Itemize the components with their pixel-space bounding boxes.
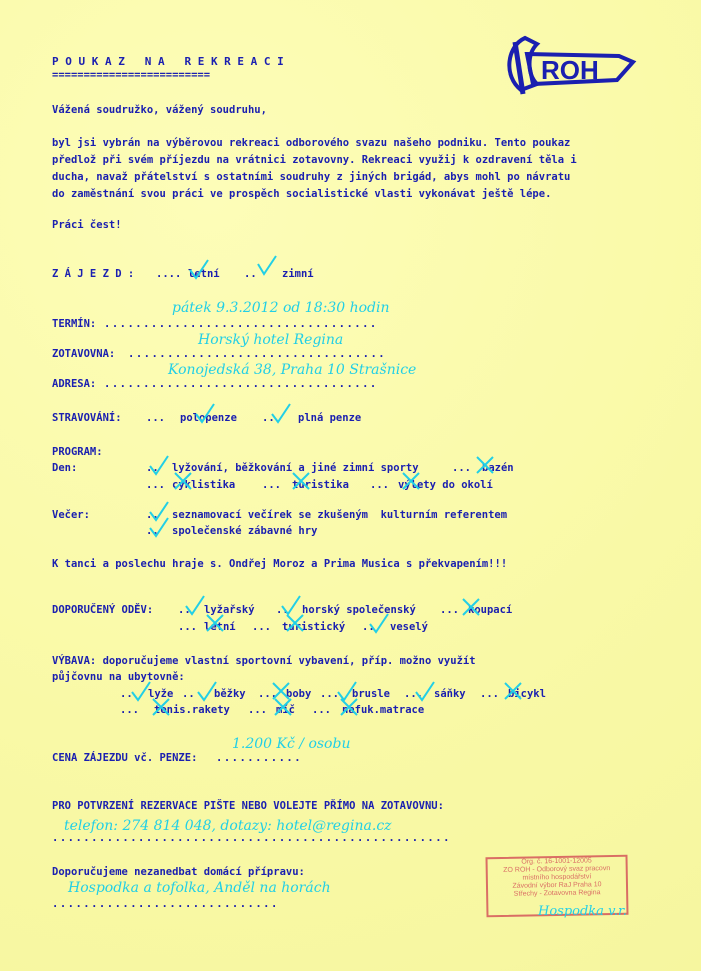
priprava-value: Hospodka a tofolka, Anděl na horách: [68, 880, 331, 896]
stravovani-option-polopenze: polopenze: [180, 412, 237, 424]
vybava-brusle: brusle: [352, 688, 390, 700]
termin-label: TERMÍN:: [52, 318, 97, 330]
den-dots-3: ...: [146, 479, 165, 491]
program-den-1: lyžování, běžkování a jiné zimní sporty: [172, 462, 419, 474]
vybava-dots-7: ...: [120, 704, 139, 716]
roh-logo: [497, 32, 637, 98]
adresa-value: Konojedská 38, Praha 10 Strašnice: [168, 362, 417, 378]
program-den-vylety: výlety do okolí: [398, 479, 493, 491]
check-mark-icon: [414, 680, 436, 702]
cross-mark-icon: [284, 612, 306, 634]
den-dots-4: ...: [262, 479, 281, 491]
odev-vesely: veselý: [390, 621, 428, 633]
cross-mark-icon: [194, 402, 216, 424]
vybava-lyze: lyže: [148, 688, 174, 700]
stamp-line-3: místního hospodářství: [522, 873, 592, 882]
stamp-line-2: ZO ROH - Odborový svaz pracovn: [503, 865, 611, 874]
vybava-dots-2: ..: [182, 688, 195, 700]
cross-mark-icon: [338, 696, 360, 718]
stravovani-dots-1: ...: [146, 412, 165, 424]
intro-line-3: ducha, navaž přátelství s ostatními soudruhy z jiných brigád, abys mohl po návratu: [52, 171, 571, 183]
termin-dots: ...................................: [104, 318, 378, 330]
den-dots-1: ..: [146, 462, 159, 474]
intro-line-1: byl jsi vybrán na výběrovou rekreaci odborového svazu našeho podniku. Tento poukaz: [52, 137, 571, 149]
check-mark-icon: [188, 258, 210, 280]
adresa-dots: ...................................: [104, 378, 378, 390]
zotavovna-value: Horský hotel Regina: [198, 332, 344, 348]
odev-dots-6: ..: [362, 621, 375, 633]
vecer-dots-2: ..: [146, 525, 159, 537]
odev-lyzarsky: lyžařský: [204, 604, 255, 616]
priprava-label: Doporučujeme nezanedbat domácí přípravu:: [52, 866, 305, 878]
cena-dots: ...........: [216, 752, 303, 764]
greeting: Vážená soudružko, vážený soudruhu,: [52, 104, 267, 116]
program-den-turistika: turistika: [292, 479, 349, 491]
stravovani-option-plna: plná penze: [298, 412, 362, 424]
check-mark-icon: [270, 402, 292, 424]
rezervace-dots: ...................................................: [52, 832, 451, 844]
cena-label: CENA ZÁJEZDU vč. PENZE:: [52, 752, 198, 764]
intro-line-4: do zaměstnání svou práci ve prospěch socialistické vlasti vykonávat ještě lépe.: [52, 188, 552, 200]
den-dots-2: ...: [452, 462, 471, 474]
zotavovna-label: ZOTAVOVNA:: [52, 348, 116, 360]
salute: Práci čest!: [52, 219, 122, 231]
vybava-tenis: tenis.rakety: [154, 704, 230, 716]
dance-note: K tanci a poslechu hraje s. Ondřej Moroz a Prima Musica s překvapením!!!: [52, 558, 508, 570]
odev-dots-3: ...: [440, 604, 459, 616]
intro-line-2: předlož při svém příjezdu na vrátnici zotavovny. Rekreaci využij k ozdravení těla i: [52, 154, 577, 166]
cross-mark-icon: [150, 696, 172, 718]
vybava-dots-1: ..: [120, 688, 133, 700]
cross-mark-icon: [460, 596, 482, 618]
odev-dots-1: ..: [178, 604, 191, 616]
program-vecer-label: Večer:: [52, 509, 90, 521]
program-den-bazen: bazén: [482, 462, 514, 474]
odev-horsky: horský společenský: [302, 604, 416, 616]
stravovani-dots-2: ..: [262, 412, 275, 424]
vybava-mic: míč: [276, 704, 295, 716]
den-dots-5: ...: [370, 479, 389, 491]
zajezd-dots-2: ..: [244, 268, 257, 280]
vecer-dots-1: ..: [146, 509, 159, 521]
stamp-line-4: Závodní výbor RaJ Praha 10: [512, 881, 602, 890]
odev-turisticky: turistický: [282, 621, 346, 633]
program-label: PROGRAM:: [52, 446, 103, 458]
stamp-line-5: Střechy - Zotavovna Regina: [513, 889, 601, 898]
odev-dots-4: ...: [178, 621, 197, 633]
check-mark-icon: [368, 612, 390, 634]
zajezd-label: Z Á J E Z D :: [52, 268, 135, 280]
check-mark-icon: [130, 680, 152, 702]
signature: Hospodka v.r.: [538, 904, 627, 919]
odev-letni: letní: [204, 621, 236, 633]
stamp-line-1: Org. č. 16-1001-12005: [521, 857, 592, 866]
vybava-dots-3: ...: [258, 688, 277, 700]
check-mark-icon: [148, 454, 170, 476]
cross-mark-icon: [204, 612, 226, 634]
program-den-label: Den:: [52, 462, 78, 474]
logo-text: ROH: [541, 55, 599, 85]
zajezd-option-letni: letní: [188, 268, 220, 280]
cross-mark-icon: [474, 454, 496, 476]
vybava-boby: boby: [286, 688, 312, 700]
check-mark-icon: [196, 680, 218, 702]
rezervace-label: PRO POTVRZENÍ REZERVACE PIŠTE NEBO VOLEJTE PŘÍMO NA ZOTAVOVNU:: [52, 800, 444, 812]
zotavovna-dots: .................................: [128, 348, 387, 360]
termin-value: pátek 9.3.2012 od 18:30 hodin: [172, 300, 390, 316]
vybava-dots-8: ...: [248, 704, 267, 716]
check-mark-icon: [184, 594, 206, 616]
program-vecer-1: seznamovací večírek se zkušeným kulturním referentem: [172, 509, 508, 521]
vybava-bicykl: bicykl: [508, 688, 546, 700]
stravovani-label: STRAVOVÁNÍ:: [52, 412, 122, 424]
vybava-matrace: nafuk.matrace: [342, 704, 425, 716]
odev-dots-5: ...: [252, 621, 271, 633]
program-vecer-2: společenské zábavné hry: [172, 525, 318, 537]
odev-dots-2: ..: [276, 604, 289, 616]
cross-mark-icon: [290, 470, 312, 492]
odev-koupaci: koupací: [468, 604, 513, 616]
zajezd-option-zimni: zimní: [282, 268, 314, 280]
rezervace-value: telefon: 274 814 048, dotazy: hotel@regina.cz: [64, 818, 392, 834]
cross-mark-icon: [172, 470, 194, 492]
vybava-line-2: půjčovnu na ubytovně:: [52, 671, 185, 683]
page-title: P O U K A Z N A R E K R E A C I: [52, 55, 284, 68]
vybava-dots-5: ...: [404, 688, 423, 700]
vybava-dots-6: ...: [480, 688, 499, 700]
odev-label: DOPORUČENÝ ODĚV:: [52, 604, 154, 616]
cena-value: 1.200 Kč / osobu: [232, 736, 351, 752]
title-underline: =========================: [52, 69, 211, 81]
check-mark-icon: [148, 516, 170, 538]
vybava-sanky: sáňky: [434, 688, 466, 700]
vybava-line-1: VÝBAVA: doporučujeme vlastní sportovní vybavení, příp. možno využít: [52, 655, 476, 667]
cross-mark-icon: [400, 470, 422, 492]
zajezd-dots-1: ....: [156, 268, 182, 280]
cross-mark-icon: [272, 696, 294, 718]
cross-mark-icon: [502, 680, 524, 702]
vybava-dots-9: ...: [312, 704, 331, 716]
program-den-cyklistika: cyklistika: [172, 479, 236, 491]
vybava-dots-4: ...: [320, 688, 339, 700]
adresa-label: ADRESA:: [52, 378, 97, 390]
vybava-bezky: běžky: [214, 688, 246, 700]
check-mark-icon: [256, 254, 278, 276]
priprava-dots: .............................: [52, 898, 279, 910]
